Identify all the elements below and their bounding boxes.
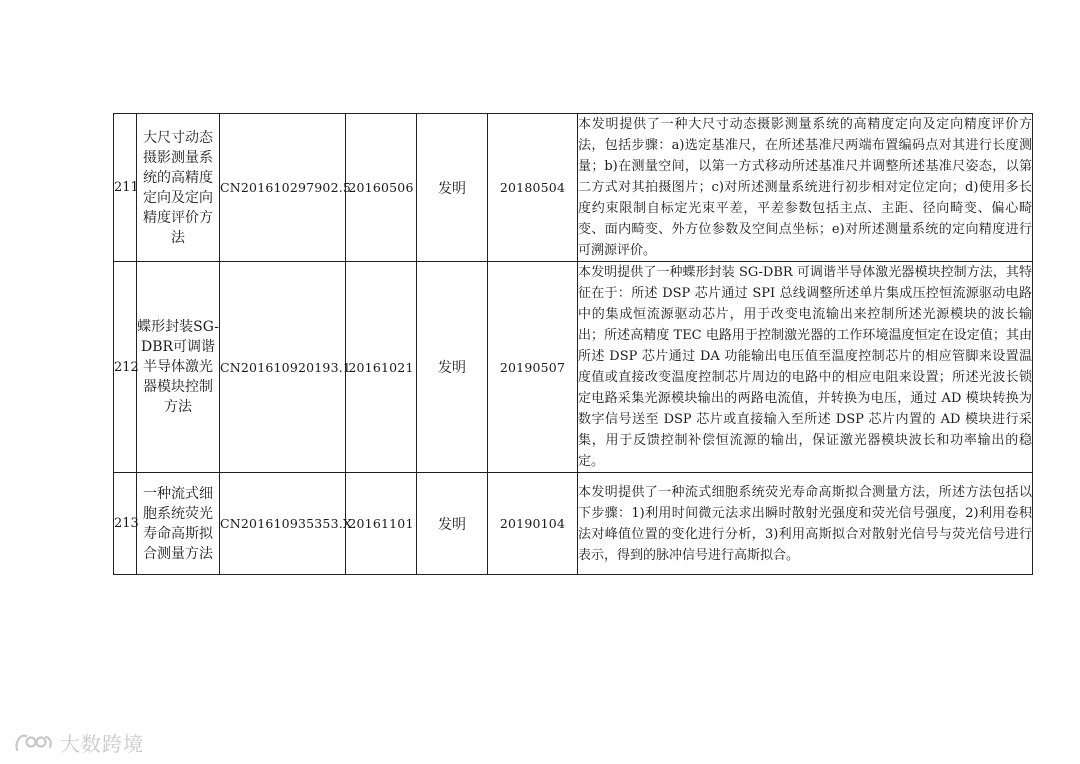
- watermark: [14, 728, 144, 757]
- patent-type: 发明: [417, 473, 488, 575]
- patent-title: 大尺寸动态摄影测量系统的高精度定向及定向精度评价方法: [137, 114, 220, 262]
- application-number: CN201610920193.1: [220, 262, 346, 473]
- table-row: [114, 114, 1033, 262]
- table-row: [114, 262, 1033, 473]
- patent-abstract: 本发明提供了一种流式细胞系统荧光寿命高斯拟合测量方法，所述方法包括以下步骤：1)利用时间微元法求出瞬时散射光强度和荧光信号强度，2)利用卷积法对峰值位置的变化进行分析，3)利用高斯拟合对散射光信号与荧光信号进行表示，得到的脉冲信号进行高斯拟合。: [578, 473, 1033, 575]
- brand-logo-icon: [14, 730, 54, 756]
- patent-abstract: 本发明提供了一种蝶形封装 SG-DBR 可调谐半导体激光器模块控制方法，其特征在于：所述 DSP 芯片通过 SPI 总线调整所述单片集成压控恒流源驱动电路中的集成恒流源驱动芯片，用于改变电流输出来控制所述光源模块的波长输出；所述高精度 TEC 电路用于控制激光器的工作环境温度恒定在设定值；其由所述 DSP 芯片通过 DA 功能输出电压值至温度控制芯片的相应管脚来设置温度值或直接改变温度控制芯片周边的电路中的相应电阻来设置；所述光波长锁定电路采集光源模块输出的两路电流值，并转换为电压，通过 AD 模块转换为数字信号送至 DSP 芯片或直接输入至所述 DSP 芯片内置的 AD 模块进行采集，用于反馈控制补偿恒流源的输出，保证激光器模块波长和功率输出的稳定。: [578, 262, 1033, 473]
- patent-table: [113, 113, 1033, 575]
- patent-title: 一种流式细胞系统荧光寿命高斯拟合测量方法: [137, 473, 220, 575]
- patent-title: 蝶形封装SG-DBR可调谐半导体激光器模块控制方法: [137, 262, 220, 473]
- grant-date: 20190507: [488, 262, 578, 473]
- row-index: 213: [114, 473, 137, 575]
- application-number: CN201610297902.5: [220, 114, 346, 262]
- watermark-text: 大数跨境: [60, 732, 144, 756]
- row-index: 211: [114, 114, 137, 262]
- grant-date: 20180504: [488, 114, 578, 262]
- patent-type: 发明: [417, 114, 488, 262]
- application-date: 20160506: [346, 114, 417, 262]
- grant-date: 20190104: [488, 473, 578, 575]
- table-row: [114, 473, 1033, 575]
- application-date: 20161101: [346, 473, 417, 575]
- patent-type: 发明: [417, 262, 488, 473]
- row-index: 212: [114, 262, 137, 473]
- application-number: CN201610935353.X: [220, 473, 346, 575]
- patent-abstract: 本发明提供了一种大尺寸动态摄影测量系统的高精度定向及定向精度评价方法，包括步骤：a)选定基准尺，在所述基准尺两端布置编码点对其进行长度测量；b)在测量空间，以第一方式移动所述基准尺并调整所述基准尺姿态，以第二方式对其拍摄图片；c)对所述测量系统进行初步相对定位定向；d)使用多长度约束限制自标定光束平差，平差参数包括主点、主距、径向畸变、偏心畸变、面内畸变、外方位参数及空间点坐标；e)对所述测量系统的定向精度进行可溯源评价。: [578, 114, 1033, 262]
- application-date: 20161021: [346, 262, 417, 473]
